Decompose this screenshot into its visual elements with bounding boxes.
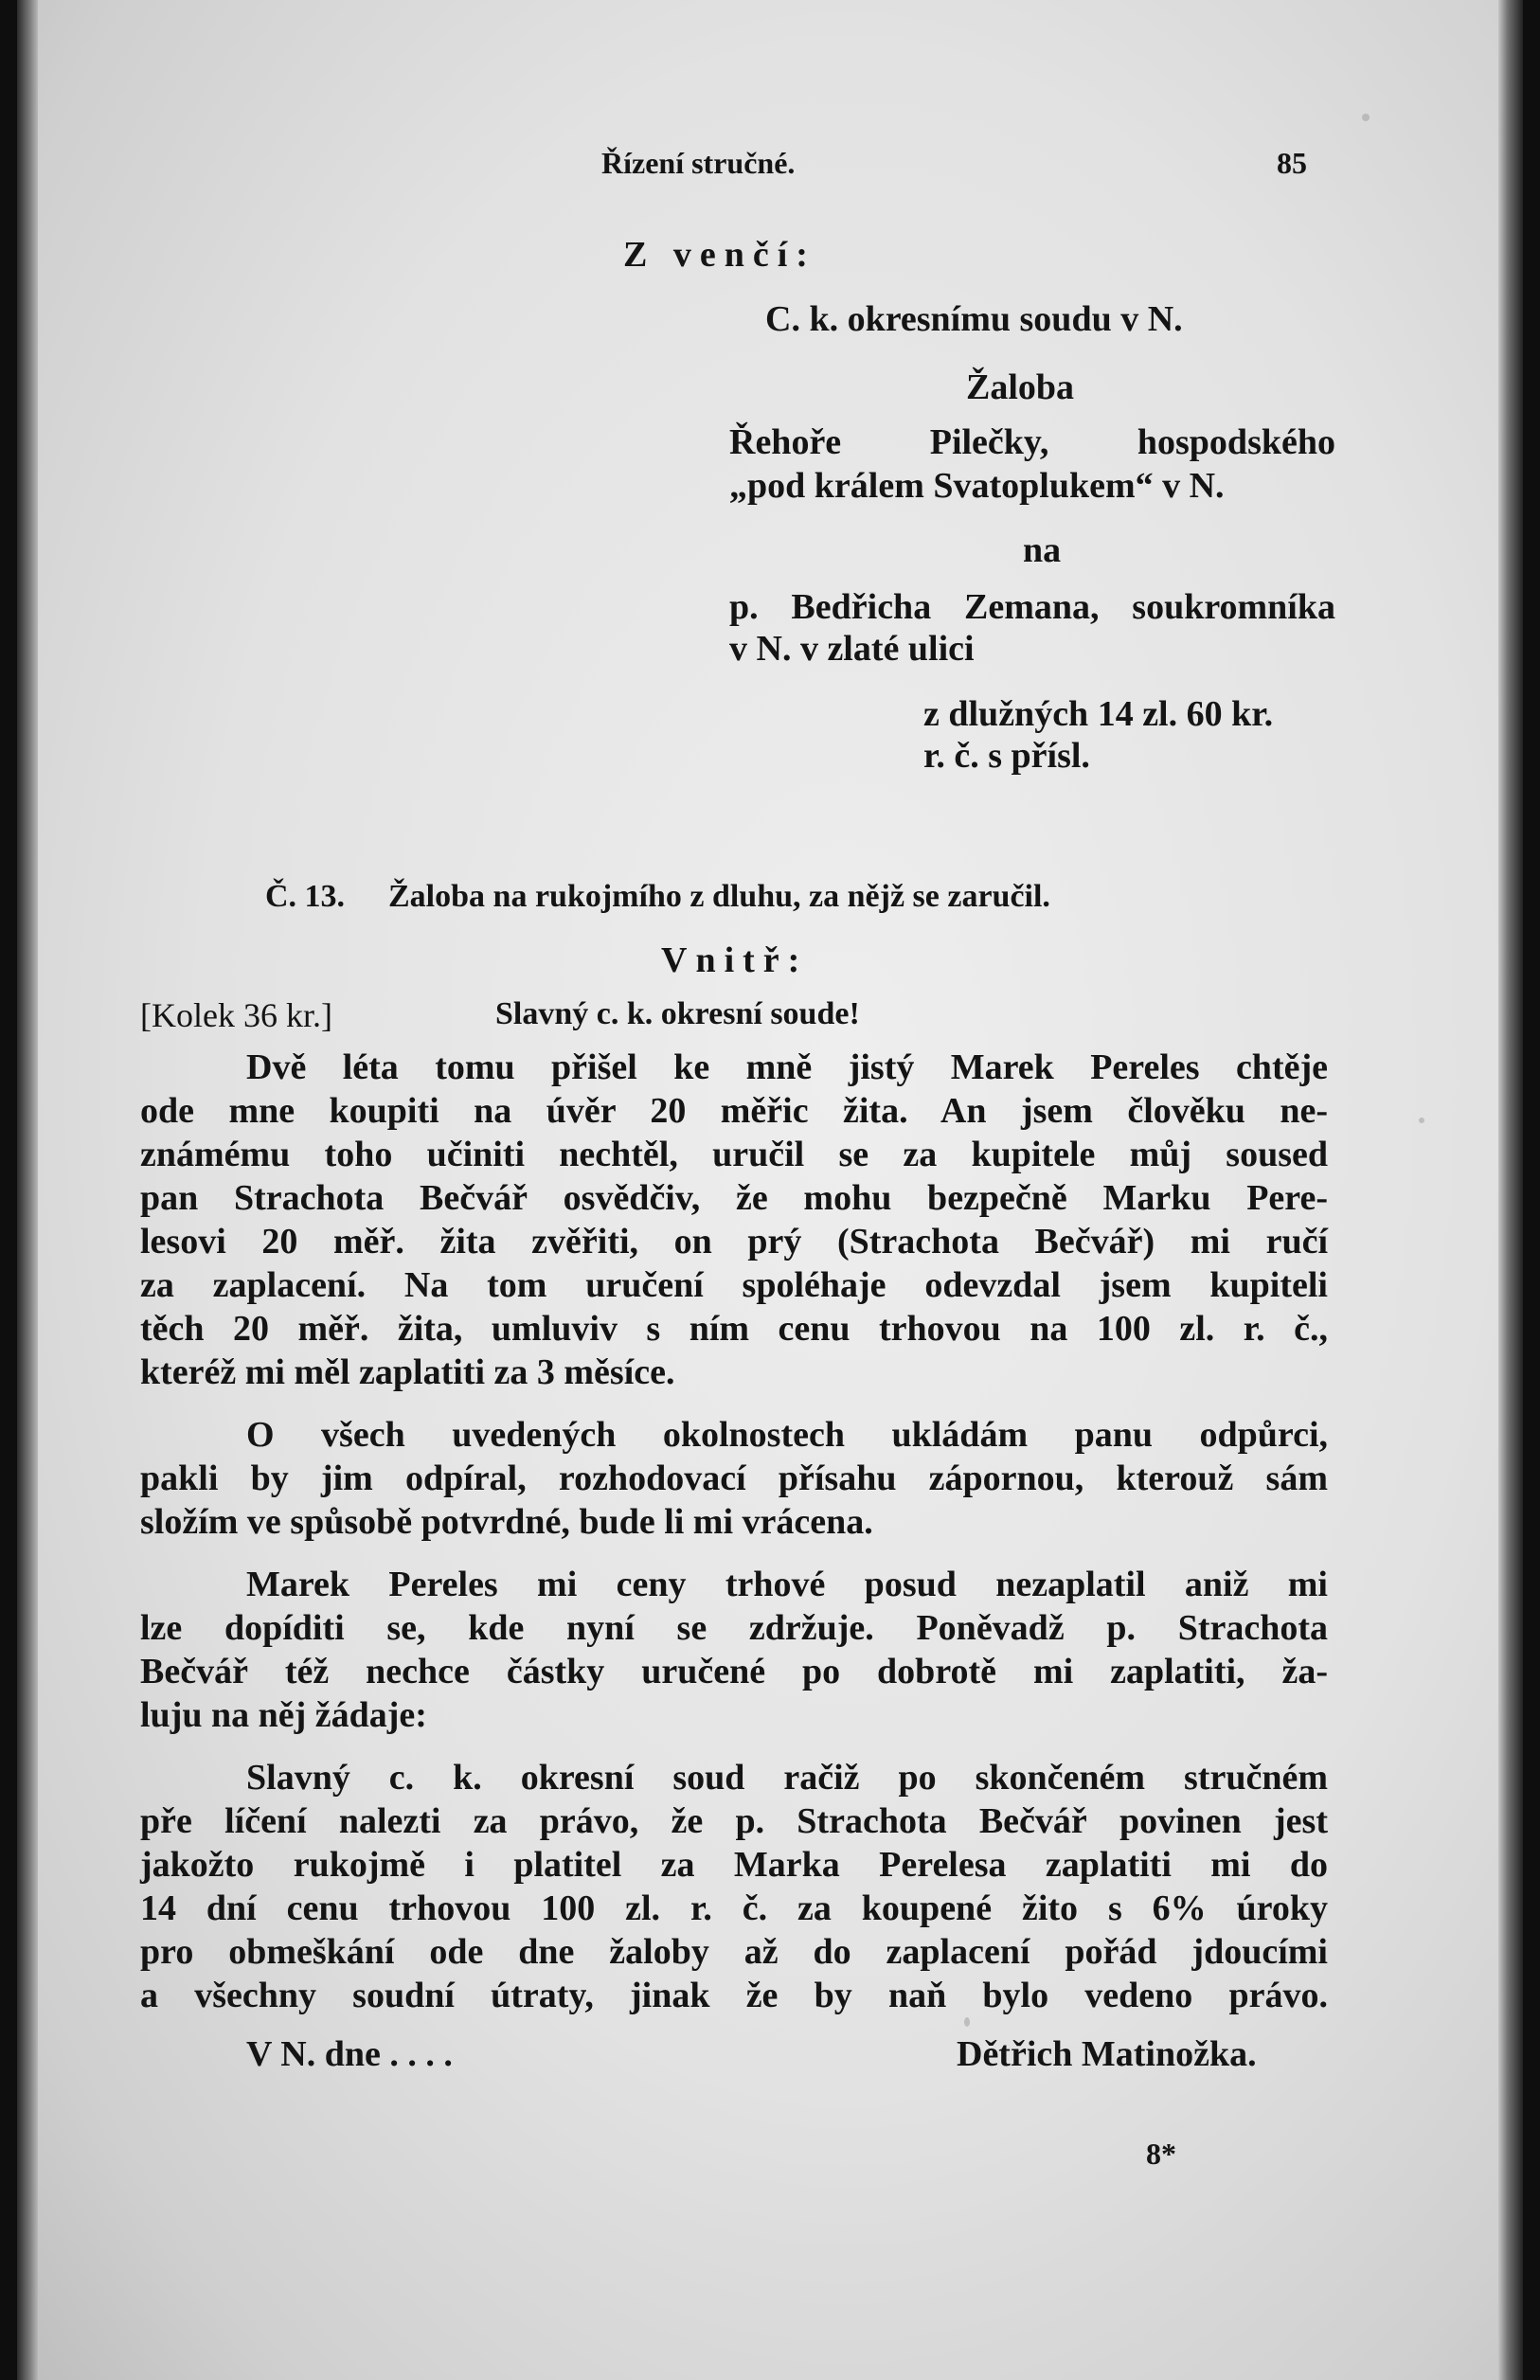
stamp-note: [Kolek 36 kr.] [140,996,332,1034]
signature-mark: 8* [1146,2137,1176,2171]
body-line: O všech uvedených okolnostech ukládám panu odpůrci, [246,1415,1328,1455]
body-line: Dvě léta tomu přišel ke mně jistý Marek Pereles chtěje [246,1047,1328,1087]
book-page [17,0,1523,2380]
body-line: lze dopíditi se, kde nyní se zdržuje. Poněvadž p. Strachota [140,1608,1328,1648]
page-edge-right [1498,0,1523,2380]
body-line: známému toho učiniti nechtěl, uručil se za kupitele můj soused [140,1135,1328,1174]
page-number: 85 [1277,146,1307,180]
body-line: Slavný c. k. okresní soud račiž po skončeném stručném [246,1758,1328,1798]
print-speck [964,2017,970,2027]
section-title: Žaloba na rukojmího z dluhu, za nějž se zaručil. [388,879,1050,914]
body-line: lesovi 20 měř. žita zvěřiti, on prý (Strachota Bečvář) mi ručí [140,1222,1328,1262]
signature: Dětřich Matinožka. [957,2034,1257,2074]
body-line: ode mne koupiti na úvěr 20 měřic žita. An jsem člověku ne- [140,1091,1328,1131]
amount-line: r. č. s přísl. [923,736,1090,776]
defendant-line: v N. v zlaté ulici [729,629,975,669]
na-label: na [1023,530,1062,570]
body-line: pro obmeškání ode dne žaloby až do zaplacení pořád jdoucími [140,1932,1328,1972]
zaloba-label: Žaloba [966,367,1075,407]
page-edge-left [17,0,38,2380]
heading-venci: Z venčí: [623,235,816,275]
print-speck [1419,1118,1424,1123]
body-line: pakli by jim odpíral, rozhodovací přísahu zápornou, kterouž sám [140,1458,1328,1498]
body-line: 14 dní cenu trhovou 100 zl. r. č. za koupené žito s 6% úroky [140,1888,1328,1928]
body-line: Bečvář též nechce částky uručené po dobrotě mi zaplatiti, ža- [140,1652,1328,1691]
court-address: C. k. okresnímu soudu v N. [765,299,1183,339]
plaintiff-line: Řehoře Pilečky, hospodského [729,422,1335,462]
body-line: za zaplacení. Na tom uručení spoléhaje odevzdal jsem kupiteli [140,1265,1328,1305]
body-line: těch 20 měř. žita, umluviv s ním cenu trhovou na 100 zl. r. č., [140,1309,1328,1349]
running-title: Řízení stručné. [601,146,796,180]
body-line: kteréž mi měl zaplatiti za 3 měsíce. [140,1352,675,1392]
place-date: V N. dne . . . . [246,2034,453,2074]
body-line: a všechny soudní útraty, jinak že by naň bylo vedeno právo. [140,1976,1328,2015]
body-line: Marek Pereles mi ceny trhové posud nezaplatil aniž mi [246,1565,1328,1604]
body-line: složím ve spůsobě potvrdné, bude li mi vrácena. [140,1502,873,1542]
print-speck [1362,114,1370,121]
body-line: jakožto rukojmě i platitel za Marka Perelesa zaplatiti mi do [140,1845,1328,1885]
heading-vnitr: Vnitř: [661,940,809,980]
body-line: luju na něj žádaje: [140,1695,427,1735]
section-number: Č. 13. [265,879,346,914]
amount-line: z dlužných 14 zl. 60 kr. [923,694,1274,734]
body-line: pře líčení nalezti za právo, že p. Strachota Bečvář povinen jest [140,1801,1328,1841]
plaintiff-line: „pod králem Svatoplukem“ v N. [729,466,1225,506]
salutation: Slavný c. k. okresní soude! [495,996,860,1031]
defendant-line: p. Bedřicha Zemana, soukromníka [729,587,1335,627]
body-line: pan Strachota Bečvář osvědčiv, že mohu bezpečně Marku Pere- [140,1178,1328,1218]
